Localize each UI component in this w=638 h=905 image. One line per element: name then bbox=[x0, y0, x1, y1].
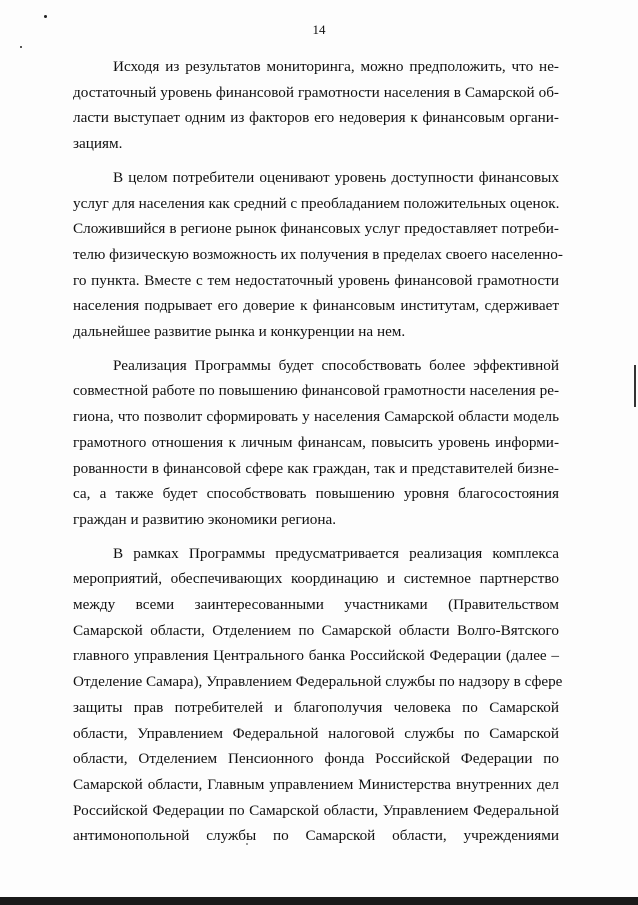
text-line: антимонопольной службы по Самарской области, учреждениями bbox=[73, 827, 559, 845]
paragraph-2 bbox=[73, 165, 563, 345]
paragraph-1 bbox=[73, 54, 559, 157]
text-line: Реализация Программы будет способствовать более эффективной bbox=[113, 356, 559, 374]
text-line: грамотного отношения к личным финансам, повысить уровень информи- bbox=[73, 433, 559, 451]
scan-bottom-edge bbox=[0, 897, 638, 905]
paragraph-4 bbox=[73, 541, 563, 849]
text-line: дальнейшее развитие рынка и конкуренции на нем. bbox=[73, 323, 406, 341]
scan-edge-mark bbox=[634, 365, 636, 407]
text-line: услуг для населения как средний с преобладанием положительных оценок. bbox=[73, 194, 560, 212]
text-line: области, Отделением Пенсионного фонда Российской Федерации по bbox=[73, 750, 559, 768]
text-line: населения подрывает его доверие к финансовым институтам, сдерживает bbox=[73, 297, 559, 315]
text-line: го пункта. Вместе с тем недостаточный уровень финансовой грамотности bbox=[73, 271, 559, 289]
text-line: Отделение Самара), Управлением Федеральной службы по надзору в сфере bbox=[73, 673, 563, 691]
text-line: рованности в финансовой сфере как граждан, так и представителей бизне- bbox=[73, 459, 559, 477]
text-line: защиты прав потребителей и благополучия человека по Самарской bbox=[73, 698, 559, 716]
text-line: между всеми заинтересованными участниками (Правительством bbox=[73, 596, 559, 614]
text-line: главного управления Центрального банка Российской Федерации (далее – bbox=[73, 647, 559, 665]
paragraph-3 bbox=[73, 353, 559, 533]
text-line: В рамках Программы предусматривается реализация комплекса bbox=[113, 544, 559, 562]
text-line: Самарской области, Отделением по Самарской области Волго-Вятского bbox=[73, 621, 559, 639]
text-line: граждан и развитию экономики региона. bbox=[73, 510, 337, 528]
text-line: зациям. bbox=[73, 135, 123, 153]
text-line: Сложившийся в регионе рынок финансовых услуг предоставляет потреби- bbox=[73, 220, 559, 238]
text-line: гиона, что позволит сформировать у населения Самарской области модель bbox=[73, 408, 559, 426]
text-line: телю физическую возможность их получения в пределах своего населенно- bbox=[73, 245, 563, 263]
text-line: области, Управлением Федеральной налоговой службы по Самарской bbox=[73, 724, 559, 742]
text-line: са, а также будет способствовать повышению уровня благосостояния bbox=[73, 485, 559, 503]
text-line: В целом потребители оценивают уровень доступности финансовых bbox=[113, 168, 559, 186]
text-line: Самарской области, Главным управлением Министерства внутренних дел bbox=[73, 775, 559, 793]
page-number: 14 bbox=[312, 22, 326, 37]
text-line: Российской Федерации по Самарской области, Управлением Федеральной bbox=[73, 801, 559, 819]
text-line: достаточный уровень финансовой грамотности населения в Самарской об- bbox=[73, 83, 559, 101]
text-line: Исходя из результатов мониторинга, можно предположить, что не- bbox=[113, 58, 559, 75]
scan-speck bbox=[20, 46, 22, 48]
text-line: совместной работе по повышению финансовой грамотности населения ре- bbox=[73, 382, 559, 400]
text-line: ласти выступает одним из факторов его недоверия к финансовым органи- bbox=[73, 109, 559, 127]
body-text bbox=[73, 54, 563, 857]
scan-speck bbox=[44, 15, 47, 18]
text-line: мероприятий, обеспечивающих координацию и системное партнерство bbox=[73, 570, 559, 588]
